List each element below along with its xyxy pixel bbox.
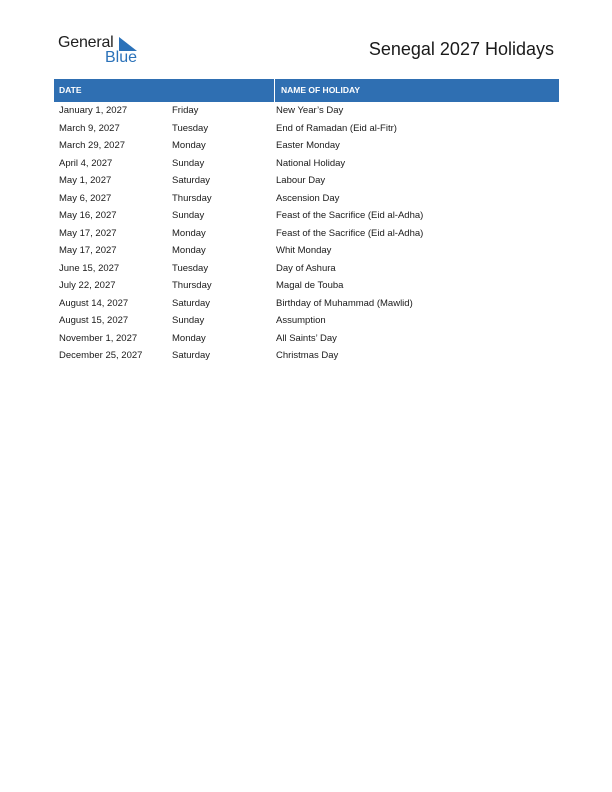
holiday-name-cell: Magal de Touba <box>276 280 344 291</box>
table-row <box>54 330 559 348</box>
holidays-table <box>54 79 559 365</box>
weekday-cell: Thursday <box>172 192 212 204</box>
weekday-cell: Friday <box>172 105 199 116</box>
table-row <box>54 347 559 365</box>
holiday-name-cell: All Saints’ Day <box>276 332 337 344</box>
table-row <box>54 312 559 330</box>
holiday-name-cell: Feast of the Sacrifice (Eid al-Adha) <box>276 227 424 239</box>
holiday-name-cell: Labour Day <box>276 175 326 186</box>
weekday-cell: Saturday <box>172 350 211 361</box>
date-cell: March 9, 2027 <box>59 122 120 134</box>
table-row <box>54 102 559 120</box>
holiday-name-cell: Assumption <box>276 315 326 326</box>
holiday-name-cell: Easter Monday <box>276 140 340 151</box>
table-header <box>54 79 559 102</box>
date-cell: March 29, 2027 <box>59 140 126 151</box>
table-row <box>54 190 559 208</box>
weekday-cell: Sunday <box>172 315 205 326</box>
date-cell: May 17, 2027 <box>59 245 117 256</box>
holiday-name-cell: Birthday of Muhammad (Mawlid) <box>276 297 413 309</box>
logo <box>58 34 148 68</box>
logo-text-general: General <box>58 34 114 51</box>
date-cell: June 15, 2027 <box>59 262 120 274</box>
weekday-cell: Sunday <box>172 210 205 221</box>
date-cell: May 17, 2027 <box>59 227 117 239</box>
holiday-name-cell: Ascension Day <box>276 192 340 204</box>
table-row <box>54 120 559 138</box>
date-cell: May 16, 2027 <box>59 210 117 221</box>
weekday-cell: Monday <box>172 140 206 151</box>
table-row <box>54 137 559 155</box>
table-row <box>54 295 559 313</box>
holiday-name-cell: Whit Monday <box>276 245 332 256</box>
weekday-cell: Monday <box>172 332 206 344</box>
page-title: Senegal 2027 Holidays <box>368 39 554 59</box>
table-row <box>54 242 559 260</box>
date-cell: August 14, 2027 <box>59 297 129 309</box>
table-row <box>54 225 559 243</box>
date-cell: May 6, 2027 <box>59 192 112 204</box>
table-row <box>54 277 559 295</box>
header-holiday-name: NAME OF HOLIDAY <box>281 85 361 95</box>
date-cell: November 1, 2027 <box>59 332 138 344</box>
weekday-cell: Thursday <box>172 280 212 291</box>
holiday-name-cell: End of Ramadan (Eid al-Fitr) <box>276 122 397 134</box>
weekday-cell: Monday <box>172 245 206 256</box>
table-row <box>54 207 559 225</box>
date-cell: January 1, 2027 <box>59 105 128 116</box>
weekday-cell: Monday <box>172 227 206 239</box>
date-cell: April 4, 2027 <box>59 157 113 169</box>
table-body <box>54 102 559 365</box>
date-cell: July 22, 2027 <box>59 280 116 291</box>
holiday-name-cell: Christmas Day <box>276 350 339 361</box>
header-date: DATE <box>54 79 275 102</box>
weekday-cell: Tuesday <box>172 262 209 274</box>
date-cell: May 1, 2027 <box>59 175 112 186</box>
holiday-name-cell: Feast of the Sacrifice (Eid al-Adha) <box>276 210 424 221</box>
date-cell: December 25, 2027 <box>59 350 143 361</box>
weekday-cell: Tuesday <box>172 122 209 134</box>
weekday-cell: Saturday <box>172 297 211 309</box>
table-row <box>54 260 559 278</box>
date-cell: August 15, 2027 <box>59 315 129 326</box>
table-row <box>54 172 559 190</box>
logo-text-blue: Blue <box>105 49 138 66</box>
weekday-cell: Saturday <box>172 175 211 186</box>
holiday-name-cell: New Year’s Day <box>276 105 344 116</box>
holiday-name-cell: National Holiday <box>276 157 346 169</box>
table-row <box>54 155 559 173</box>
holiday-name-cell: Day of Ashura <box>276 262 336 274</box>
weekday-cell: Sunday <box>172 157 205 169</box>
